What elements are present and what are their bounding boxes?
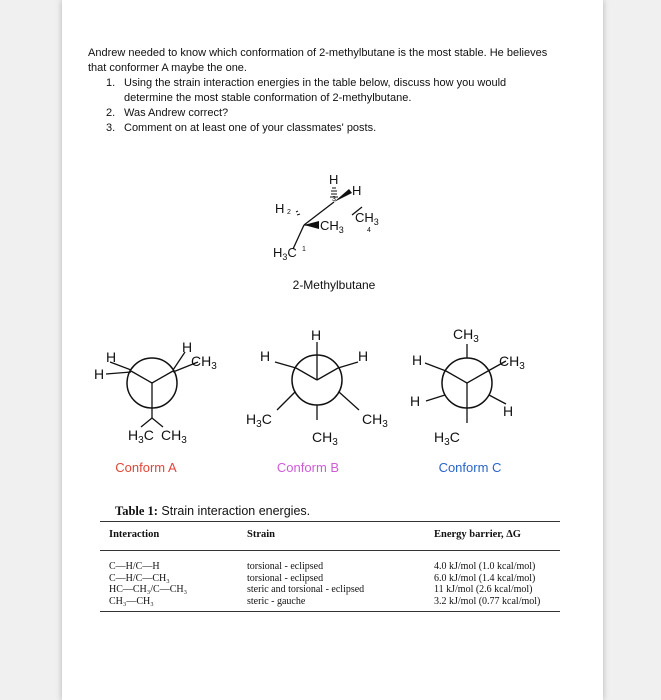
cell-strain: steric - gauche [238, 596, 425, 612]
question-text-1: Using the strain interaction energies in the table below, discuss how you would determine the most stable conformation of 2-methylbutane. [124, 77, 507, 104]
h-right: H [352, 183, 362, 198]
atom-ch3: $CH_3$ [161, 427, 187, 446]
molecule-name: 2-Methylbutane [292, 278, 376, 292]
atom-h: H [311, 327, 322, 343]
document-page [62, 0, 603, 700]
table-title [115, 504, 310, 519]
conformer-b [246, 327, 388, 475]
methylbutane-structure [273, 172, 379, 292]
table-row [100, 596, 560, 612]
question-number: 2. [106, 107, 116, 119]
table-title-bold: Table 1: [115, 504, 158, 518]
cell-energy: 11 kJ/mol (2.6 kcal/mol) [434, 584, 533, 595]
atom-h: H [182, 339, 193, 355]
carbon-number-1: 1 [302, 246, 306, 253]
h3c-bottom: $H_3C$ [273, 245, 297, 262]
atom-h: H [106, 349, 117, 365]
carbon-number-4: 4 [367, 227, 371, 234]
col-strain: Strain [238, 522, 425, 551]
ch3-middle: $CH_3$ [320, 218, 344, 235]
cell-strain: torsional - eclipsed [247, 561, 324, 572]
strain-table [100, 521, 560, 612]
conformer-b-label: Conform B [276, 460, 340, 475]
intro-paragraph: Andrew needed to know which conformation of 2-methylbutane is the most stable. He believes that conformer A maybe the one. [88, 47, 548, 74]
atom-h: H [410, 393, 421, 409]
structure-figure [62, 0, 603, 490]
cell-interaction: C—H/C—H [109, 561, 160, 572]
question-number: 1. [106, 77, 116, 89]
h-top: H [329, 172, 339, 187]
carbon-number-2: 2 [287, 209, 291, 216]
atom-h: H [358, 348, 369, 364]
atom-ch3: $CH_3$ [191, 353, 217, 372]
cell-strain: torsional - eclipsed [247, 572, 324, 584]
cell-energy: 3.2 kJ/mol (0.77 kcal/mol) [425, 596, 560, 612]
ch3-right: $CH_3$ [355, 210, 379, 227]
cell-interaction: C—H/C—CH₃ [109, 572, 170, 584]
atom-ch3: $CH_3$ [312, 429, 338, 448]
table-title-rest: Strain interaction energies. [157, 504, 311, 518]
cell-interaction: CH₃—CH₃ [100, 596, 238, 612]
table-row [100, 551, 560, 573]
cell-energy: 4.0 kJ/mol (1.0 kcal/mol) [434, 561, 536, 572]
question-text-2: Was Andrew correct? [124, 107, 229, 119]
cell-strain: steric and torsional - eclipsed [247, 584, 365, 595]
carbon-number-3: 3 [332, 196, 336, 203]
atom-h3c: $H_3C$ [434, 429, 460, 448]
cell-interaction: HC—CH₃/C—CH₃ [109, 584, 188, 595]
col-interaction: Interaction [100, 522, 238, 551]
table-header-row [100, 522, 560, 551]
atom-h3c: $H_3C$ [128, 427, 154, 446]
question-number: 3. [106, 122, 116, 134]
conformer-a-label: Conform A [115, 460, 177, 475]
atom-ch3: $CH_3$ [499, 353, 525, 372]
atom-ch3: $CH_3$ [453, 326, 479, 345]
col-energy: Energy barrier, ΔG [425, 522, 560, 551]
conformer-c [410, 326, 525, 475]
atom-h: H [260, 348, 271, 364]
h-left: H [275, 201, 285, 216]
atom-h: H [503, 403, 514, 419]
atom-ch3: $CH_3$ [362, 411, 388, 430]
cell-energy: 6.0 kJ/mol (1.4 kcal/mol) [434, 572, 536, 584]
question-text-3: Comment on at least one of your classmates' posts. [124, 122, 377, 134]
table-row [100, 584, 560, 596]
atom-h3c: $H_3C$ [246, 411, 272, 430]
atom-h: H [94, 366, 105, 382]
conformer-c-label: Conform C [438, 460, 502, 475]
atom-h: H [412, 352, 423, 368]
conformer-a [94, 339, 217, 475]
table-row [100, 573, 560, 585]
